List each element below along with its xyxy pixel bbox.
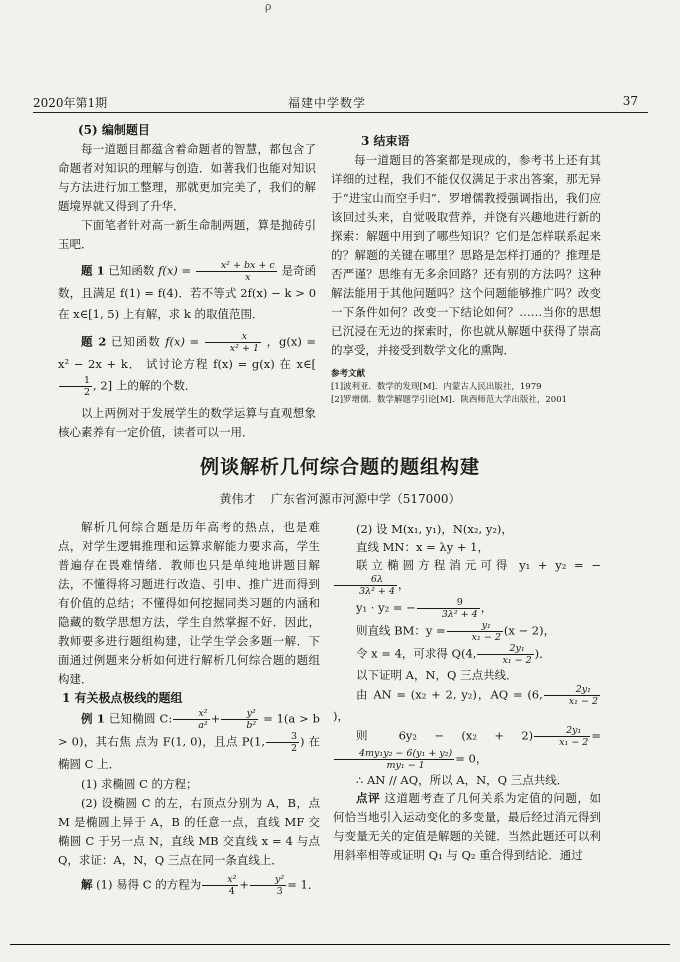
- article-title: 例谈解析几何综合题的题组构建: [199, 456, 480, 478]
- step-3: 联立椭圆方程消元可得 y₁ + y₂ = − $\frac{6\lambda}{\text{3λ² + 4}}$ ，: [333, 556, 601, 597]
- article-author: 黄伟才 广东省河源市河源中学（517000）: [219, 492, 461, 506]
- paragraph: 以上两例对于发展学生的数学运算与直观想象核心素养有一定价值，读者可以一用．: [58, 406, 316, 439]
- solution-1: 解 (1) 易得 C 的方程为 $\frac{\text{x²}}{4}$ + $\frac{\text{y²}}{3}$ = 1．: [81, 874, 320, 897]
- step-10: ∴ AN // AQ，所以 A，N，Q 三点共线．: [356, 773, 569, 787]
- scan-mark: ρ: [265, 0, 272, 13]
- intro-paragraph: 解析几何综合题是历年高考的热点，也是难点，对学生逻辑推理和运算求解能力要求高，学生普遍存在畏难情绪．教师也只是单纯地讲题目解法，不懂得将习题进行改造、引申、推广进而得到有价值的总结；不懂得如何挖掘同类习题的内涵和隐藏的数学思想方法，学生自然掌握不好．因此，教师要多进行题组构建，让学生学会多题一解．下面通过例题来分析如何进行解析几何综合题的题组构建．: [58, 520, 320, 686]
- paragraph: 每一道题目都蕴含着命题者的智慧，都包含了命题者对知识的理解与创造．如著我们也能对知识与方法进行加工整理，那就更加完美了，我们的解题境界就又得到了升华．: [58, 142, 316, 213]
- right-bottom-column: [333, 520, 601, 865]
- section-heading-5: (5) 编制题目: [78, 123, 150, 137]
- section-heading-3: 3 结束语: [361, 134, 410, 148]
- journal-name: 福建中学数学: [288, 96, 367, 110]
- example-1: 例 1 已知椭圆 C: $\frac{\text{x²}}{\text{a²}}$ + $\frac{\text{y²}}{\text{b²}}$ = 1(a > b > 0)，其右焦 点为 F(1, 0)，且点 P(1, $\frac{3}{2}$ ) 在椭圆 C 上．: [58, 708, 321, 771]
- paragraph: 下面笔者针对高一新生命制两题，算是抛砖引玉吧．: [58, 218, 316, 251]
- problem-2: 题 2 已知函数 f(x) = $\frac{x}{\text{x² + 1}}$ ，g(x) = x² − 2x + k． 试讨论方程 f(x) = g(x) 在 x∈[ $\frac{1}{2}$ , 2] 上的解的个数．: [58, 331, 317, 398]
- step-8: 由 AN = (x₂ + 2, y₂)，AQ = (6, $\frac{\text{2y₁}}{\text{x₁ − 2}}$ )，: [333, 684, 598, 723]
- footer-rule: [10, 944, 670, 945]
- question-1: (1) 求椭圆 C 的方程；: [81, 777, 198, 791]
- references-title: 参考文献: [331, 369, 366, 379]
- left-top-column: [58, 121, 316, 442]
- reference-2: [2]罗增儒．数学解题学引论[M]．陕西师范大学出版社，2001: [331, 395, 568, 405]
- step-6: 令 x = 4，可求得 Q(4, $\frac{\text{2y₁}}{\text{x₁ − 2}}$ )．: [356, 643, 551, 666]
- paragraph: 每一道题目的答案都是现成的，参考书上还有其详细的过程，我们不能仅仅满足于求出答案，那无异于“进宝山而空手归”．罗增儒教授强调指出，我们应该回过头来，自觉吸取营养，并饶有兴趣地进行新的探索：解题中用到了哪些知识？它们是怎样联系起来的？解题的关键在哪里？思路是怎样打通的？推理是否严谨？思维有无多余回路？还有别的方法吗？这种解法能用于其他问题吗？这个问题能够推广吗？改变一下条件如何？改变一下结论如何？……当你的思想已沉浸在无边的探索时，你也就从解题中获得了崇高的享受，并接受到数学文化的熏陶．: [331, 153, 601, 357]
- comment: 点评 这道题考查了几何关系为定值的问题，如何恰当地引入运动变化的多变量，最后经过消元得到与变量无关的定值是解题的关键．当然此题还可以利用斜率相等或证明 Q₁ 与 Q₂ 重合得到结论．通过: [333, 791, 602, 862]
- page-number: 37: [622, 94, 638, 108]
- step-1: (2) 设 M(x₁, y₁)，N(x₂, y₂)，: [356, 522, 513, 536]
- left-bottom-column: [58, 518, 320, 897]
- reference-1: [1]波利亚．数学的发现[M]．内蒙古人民出版社，1979: [331, 382, 542, 392]
- step-9: 则 6y₂ − (x₂ + 2) $\frac{\text{2y₁}}{\text{x₁ − 2}}$ = $\frac{\text{4my₁y₂ − 6(y₁ + y₂)}}{\text{my₁ − 1}}$ = 0，: [333, 725, 601, 771]
- section-heading-1: 1 有关极点极线的题组: [62, 691, 183, 705]
- step-7: 以下证明 A，N，Q 三点共线．: [356, 668, 518, 682]
- page-header: [33, 92, 648, 113]
- issue-label: 2020年第1期: [33, 96, 108, 110]
- right-top-column: [331, 132, 601, 407]
- problem-1: 题 1 已知函数 f(x) = $\frac{\text{x² + bx + c}}{x}$ 是奇函数，且满足 f(1) = f(4)．若不等式 2f(x) − k > 0 在 x∈[1, 5) 上有解，求 k 的取值范围．: [58, 260, 317, 321]
- step-4: y₁ · y₂ = − $\frac{9}{\text{3λ² + 4}}$ ，: [356, 597, 493, 620]
- step-2: 直线 MN：x = λy + 1，: [356, 540, 489, 554]
- step-5: 则直线 BM：y = $\frac{\text{y₁}}{\text{x₁ − 2}}$ (x − 2)，: [356, 620, 556, 643]
- question-2: (2) 设椭圆 C 的左，右顶点分别为 A，B，点 M 是椭圆上异于 A，B 的任意一点，直线 MF 交椭圆 C 于另一点 N，直线 MB 交直线 x = 4 与点 Q，求证：A，N，Q 三点在同一条直线上．: [58, 796, 320, 867]
